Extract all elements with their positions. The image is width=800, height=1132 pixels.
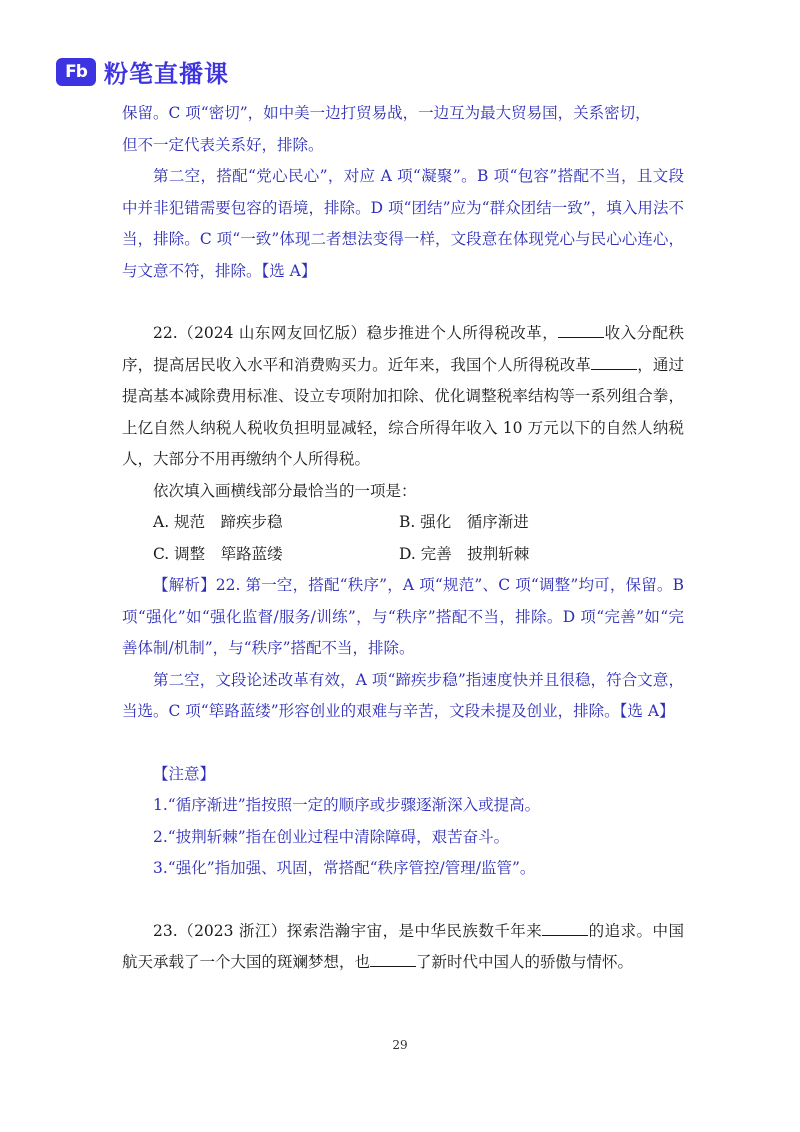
prev-analysis-line-2: 但不一定代表关系好，排除。 — [122, 135, 324, 154]
q23-stem: 23.（2023 浙江）探索浩瀚宇宙，是中华民族数千年来 的追求。中国航天承载了一个大国的斑斓梦想，也 了新时代中国人的骄傲与情怀。 — [122, 916, 684, 979]
option-c: C. 调整 筚路蓝缕 — [153, 544, 283, 563]
note-item-2: 2.“披荆斩棘”指在创业过程中清除障碍，艰苦奋斗。 — [153, 827, 510, 846]
page-number: 29 — [392, 1038, 408, 1052]
note-title: 【注意】 — [153, 764, 216, 783]
q22-prompt: 依次填入画横线部分最恰当的一项是： — [153, 481, 417, 500]
option-b: B. 强化 循序渐进 — [399, 513, 529, 531]
note-item-3: 3.“强化”指加强、巩固，常搭配“秩序管控/管理/监管”。 — [153, 859, 536, 877]
option-a: A. 规范 蹄疾步稳 — [153, 513, 283, 531]
option-d: D. 完善 披荆斩棘 — [399, 544, 530, 563]
brand-header — [56, 54, 229, 89]
answer-blank-3 — [542, 917, 588, 936]
prev-analysis-line-1: 保留。C 项“密切”，如中美一边打贸易战，一边互为最大贸易国，关系密切， — [122, 104, 651, 122]
answer-blank-2 — [591, 351, 637, 370]
brand-name: 粉笔直播课 — [104, 60, 229, 88]
q22-stem: 22.（2024 山东网友回忆版）稳步推进个人所得税改革， 收入分配秩序，提高居民收入水平和消费购买力。近年来，我国个人所得税改革 ，通过提高基本减除费用标准、设立专项附加扣除、优化调整税率结构等一系列组合拳，上亿自然人纳税人税收负担明显减轻，综合所得年收入 10 万元以下的自然人纳税人，大部分不用再缴纳个人所得税。 — [122, 318, 684, 476]
page-content — [122, 98, 684, 979]
q22-analysis-second-blank: 第二空，文段论述改革有效，A 项“蹄疾步稳”指速度快并且很稳，符合文意，当选。C 项“筚路蓝缕”形容创业的艰难与辛苦，文段未提及创业，排除。【选 A】 — [122, 670, 684, 720]
q22-answer: 【选 A】 — [619, 702, 675, 720]
answer-blank-4 — [370, 948, 416, 967]
q22-options — [122, 507, 684, 570]
answer-blank-1 — [558, 319, 604, 338]
fenbi-logo-icon: Fb — [56, 58, 96, 86]
note-item-1: 1.“循序渐进”指按照一定的顺序或步骤逐渐深入或提高。 — [153, 796, 541, 814]
prev-analysis-second-blank: 第二空，搭配“党心民心”，对应 A 项“凝聚”。B 项“包容”搭配不当，且文段中并非犯错需要包容的语境，排除。D 项“团结”应为“群众团结一致”，填入用法不当，排除。C 项“一致”体现二者想法变得一样，文段意在体现党心与民心心连心，与文意不符，排除。【选 A】 — [122, 167, 684, 280]
q22-analysis-first-blank: 【解析】22. 第一空，搭配“秩序”，A 项“规范”、C 项“调整”均可，保留。B 项“强化”如“强化监督/服务/训练”，与“秩序”搭配不当，排除。D 项“完善”如“完善体制/机制”，与“秩序”搭配不当，排除。 — [122, 576, 684, 657]
